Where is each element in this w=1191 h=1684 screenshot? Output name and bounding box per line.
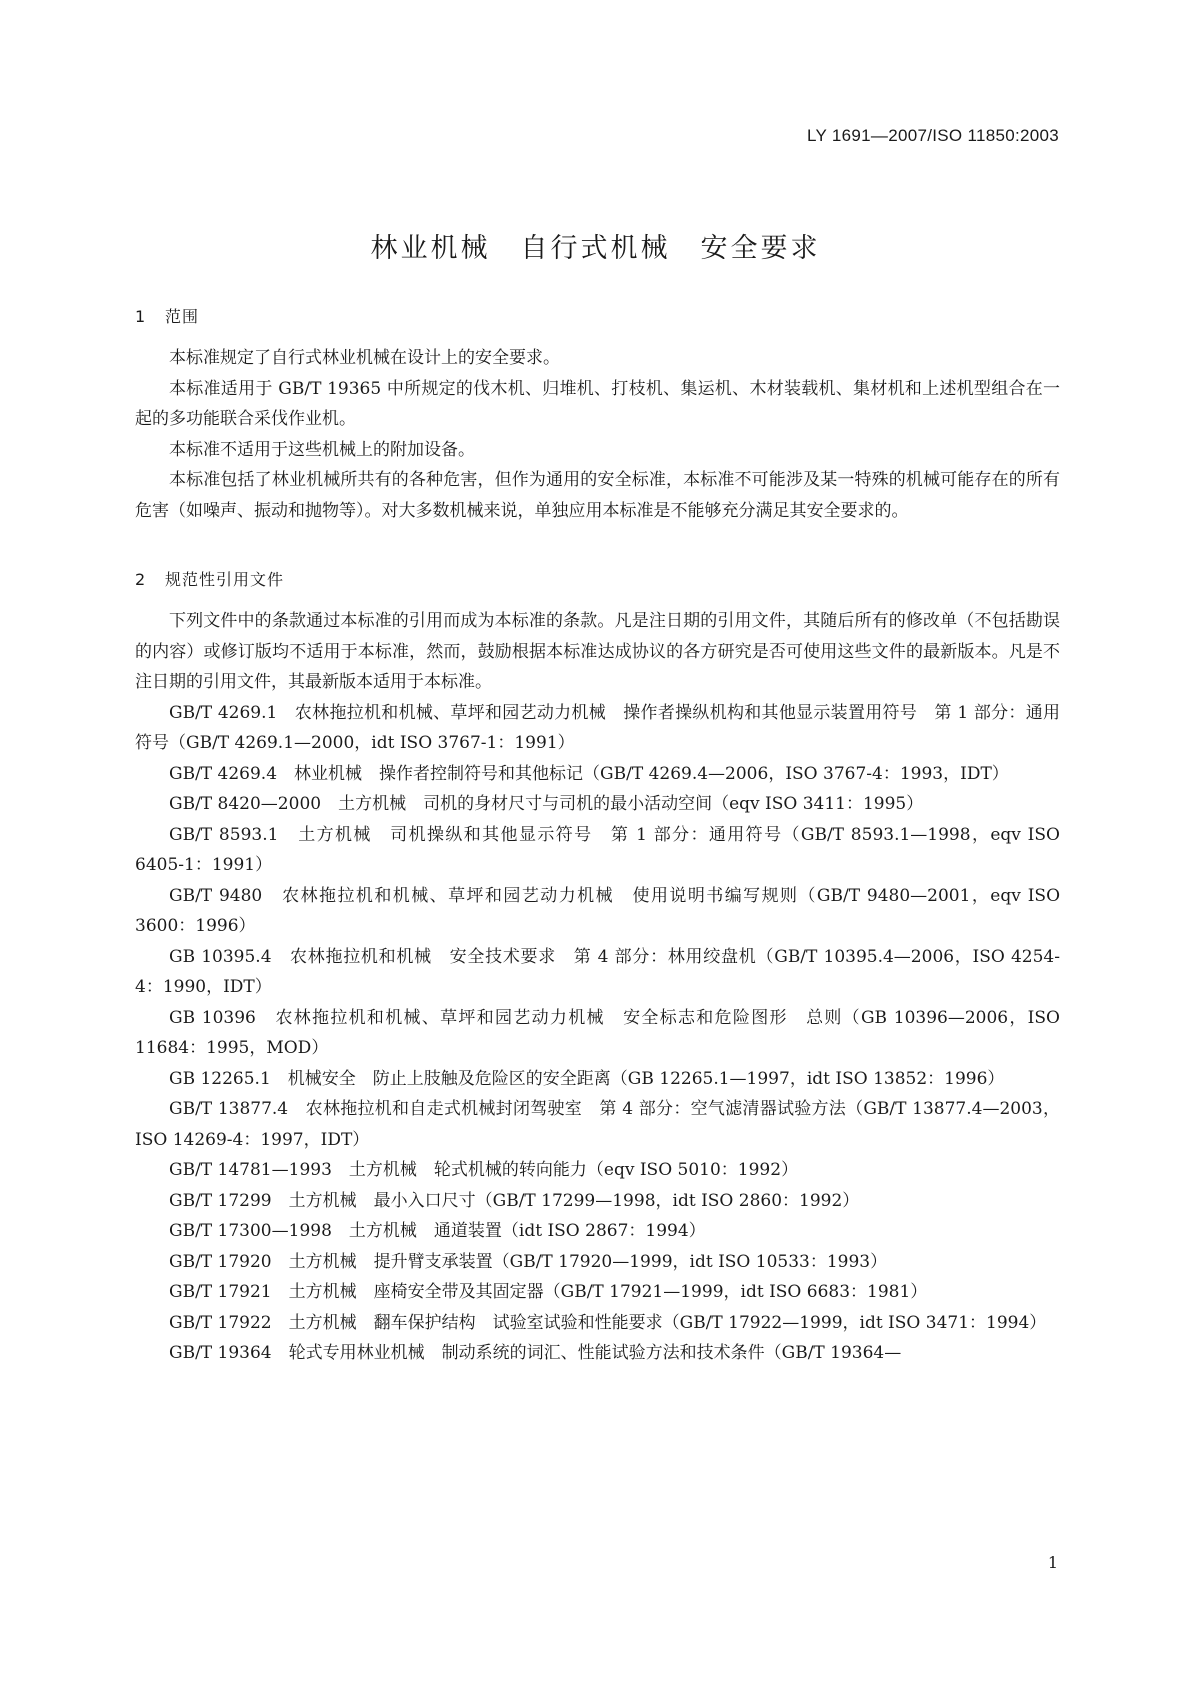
section-title: 范围 bbox=[165, 307, 200, 326]
reference-item: GB 10395.4 农林拖拉机和机械 安全技术要求 第 4 部分：林用绞盘机（GB/T 10395.4—2006，ISO 4254-4：1990，IDT） bbox=[135, 946, 1060, 997]
reference-item: GB/T 17300—1998 土方机械 通道装置（idt ISO 2867：1994） bbox=[169, 1221, 706, 1241]
reference-item: GB/T 8593.1 土方机械 司机操纵和其他显示符号 第 1 部分：通用符号（GB/T 8593.1—1998，eqv ISO 6405-1：1991） bbox=[135, 824, 1060, 875]
section-1-body bbox=[135, 343, 1060, 526]
section-2-body bbox=[135, 606, 1060, 1369]
reference-item: GB/T 17921 土方机械 座椅安全带及其固定器（GB/T 17921—1999，idt ISO 6683：1981） bbox=[169, 1282, 928, 1302]
reference-item: GB 10396 农林拖拉机和机械、草坪和园艺动力机械 安全标志和危险图形 总则（GB 10396—2006，ISO 11684：1995，MOD） bbox=[135, 1007, 1060, 1058]
paragraph: 本标准包括了林业机械所共有的各种危害，但作为通用的安全标准，本标准不可能涉及某一特殊的机械可能存在的所有危害（如噪声、振动和抛物等）。对大多数机械来说，单独应用本标准是不能够充分满足其安全要求的。 bbox=[135, 470, 1060, 521]
reference-item: GB 12265.1 机械安全 防止上肢触及危险区的安全距离（GB 12265.1—1997，idt ISO 13852：1996） bbox=[169, 1068, 1005, 1089]
paragraph: 本标准不适用于这些机械上的附加设备。 bbox=[169, 439, 475, 460]
standard-code: LY 1691—2007/ISO 11850:2003 bbox=[807, 126, 1059, 145]
section-number: 1 bbox=[135, 307, 147, 326]
reference-item: GB/T 9480 农林拖拉机和机械、草坪和园艺动力机械 使用说明书编写规则（GB/T 9480—2001，eqv ISO 3600：1996） bbox=[135, 885, 1060, 936]
page-number: 1 bbox=[1047, 1553, 1058, 1572]
paragraph: 本标准规定了自行式林业机械在设计上的安全要求。 bbox=[169, 348, 560, 368]
reference-item: GB/T 4269.4 林业机械 操作者控制符号和其他标记（GB/T 4269.4—2006，ISO 3767-4：1993，IDT） bbox=[169, 763, 1009, 784]
reference-item: GB/T 17922 土方机械 翻车保护结构 试验室试验和性能要求（GB/T 17922—1999，idt ISO 3471：1994） bbox=[169, 1312, 1047, 1333]
paragraph: 本标准适用于 GB/T 19365 中所规定的伐木机、归堆机、打枝机、集运机、木材装载机、集材机和上述机型组合在一起的多功能联合采伐作业机。 bbox=[135, 378, 1060, 429]
section-2-heading bbox=[135, 567, 284, 590]
section-title: 规范性引用文件 bbox=[165, 570, 285, 589]
section-number: 2 bbox=[135, 570, 147, 589]
reference-item: GB/T 14781—1993 土方机械 轮式机械的转向能力（eqv ISO 5010：1992） bbox=[169, 1160, 799, 1180]
paragraph: 下列文件中的条款通过本标准的引用而成为本标准的条款。凡是注日期的引用文件，其随后所有的修改单（不包括勘误的内容）或修订版均不适用于本标准，然而，鼓励根据本标准达成协议的各方研究是否可使用这些文件的最新版本。凡是不注日期的引用文件，其最新版本适用于本标准。 bbox=[135, 611, 1060, 692]
reference-item: GB/T 19364 轮式专用林业机械 制动系统的词汇、性能试验方法和技术条件（GB/T 19364— bbox=[169, 1343, 902, 1363]
reference-item: GB/T 8420—2000 土方机械 司机的身材尺寸与司机的最小活动空间（eqv ISO 3411：1995） bbox=[169, 794, 924, 814]
reference-item: GB/T 13877.4 农林拖拉机和自走式机械封闭驾驶室 第 4 部分：空气滤清器试验方法（GB/T 13877.4—2003，ISO 14269-4：1997，IDT） bbox=[135, 1099, 1060, 1150]
reference-item: GB/T 17299 土方机械 最小入口尺寸（GB/T 17299—1998，idt ISO 2860：1992） bbox=[169, 1190, 860, 1211]
section-1-heading bbox=[135, 304, 199, 327]
reference-item: GB/T 4269.1 农林拖拉机和机械、草坪和园艺动力机械 操作者操纵机构和其他显示装置用符号 第 1 部分：通用符号（GB/T 4269.1—2000，idt ISO 3767-1：1991） bbox=[135, 702, 1060, 753]
document-title: 林业机械 自行式机械 安全要求 bbox=[370, 233, 821, 264]
reference-item: GB/T 17920 土方机械 提升臂支承装置（GB/T 17920—1999，idt ISO 10533：1993） bbox=[169, 1251, 888, 1272]
